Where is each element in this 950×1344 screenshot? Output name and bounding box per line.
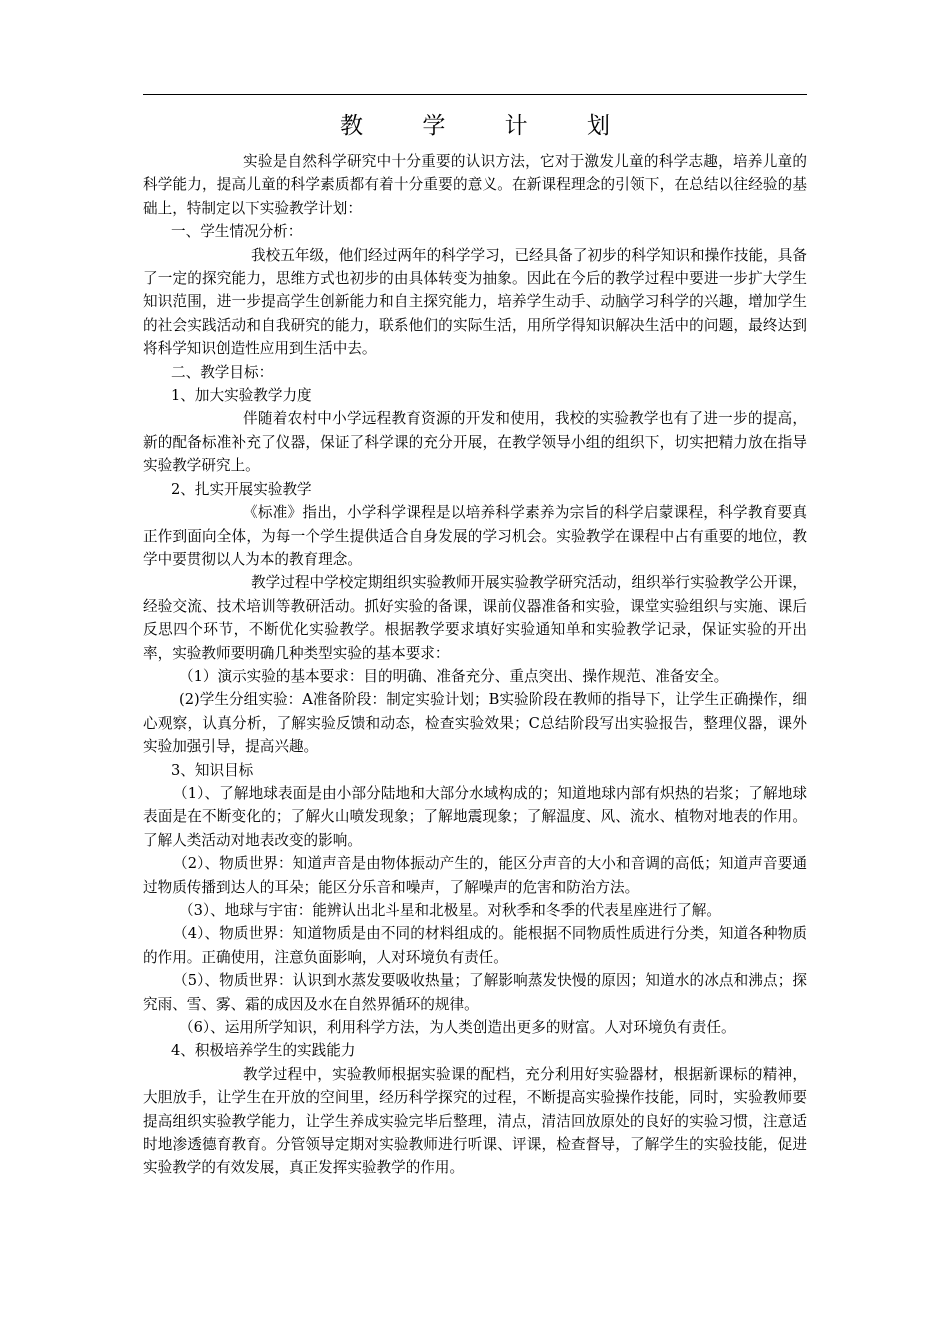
paragraph: 1、加大实验教学力度 bbox=[171, 387, 312, 405]
paragraph: （1）演示实验的基本要求：目的明确、准备充分、重点突出、操作规范、准备安全。 bbox=[179, 667, 729, 685]
document-title: 教 学 计 划 bbox=[340, 113, 636, 139]
paragraph: 4、积极培养学生的实践能力 bbox=[171, 1042, 356, 1060]
paragraph: 我校五年级，他们经过两年的科学学习，已经具备了初步的科学知识和操作技能，具备了一定的探究能力，思维方式也初步的由具体转变为抽象。因此在今后的教学过程中要进一步扩大学生知识范围，进一步提高学生创新能力和自主探究能力，培养学生动手、动脑学习科学的兴趣，增加学生的社会实践活动和自我研究的能力，联系他们的实际生活，用所学得知识解决生活中的问题，最终达到将科学知识创造性应用到生活中去。 bbox=[143, 246, 807, 358]
paragraph: （2）、物质世界：知道声音是由物体振动产生的，能区分声音的大小和音调的高低；知道声音要通过物质传播到达人的耳朵；能区分乐音和噪声，了解噪声的危害和防治方法。 bbox=[143, 855, 807, 896]
paragraph: 教学过程中学校定期组织实验教师开展实验教学研究活动，组织举行实验教学公开课，经验交流、技术培训等教研活动。抓好实验的备课，课前仪器准备和实验，课堂实验组织与实施、课后反思四个环节，不断优化实验教学。根据教学要求填好实验通知单和实验教学记录，保证实验的开出率，实验教师要明确几种类型实验的基本要求： bbox=[143, 574, 807, 662]
paragraph: （4）、物质世界：知道物质是由不同的材料组成的。能根据不同物质性质进行分类，知道各种物质的作用。正确使用，注意负面影响，人对环境负有责任。 bbox=[143, 925, 807, 966]
paragraph: （3）、地球与宇宙：能辨认出北斗星和北极星。对秋季和冬季的代表星座进行了解。 bbox=[179, 902, 721, 919]
paragraph: 伴随着农村中小学远程教育资源的开发和使用，我校的实验教学也有了进一步的提高，新的配备标准补充了仪器，保证了科学课的充分开展，在教学领导小组的组织下，切实把精力放在指导实验教学研究上。 bbox=[143, 410, 807, 475]
paragraph: (2)学生分组实验：A准备阶段：制定实验计划；B实验阶段在教师的指导下，让学生正确操作，细心观察，认真分析，了解实验反馈和动态，检查实验效果；C总结阶段写出实验报告，整理仪器，课外实验加强引导，提高兴趣。 bbox=[143, 691, 807, 756]
paragraph: 二、教学目标： bbox=[171, 363, 274, 381]
paragraph: 教学过程中，实验教师根据实验课的配档，充分利用好实验器材，根据新课标的精神，大胆放手，让学生在开放的空间里，经历科学探究的过程，不断提高实验操作技能，同时，实验教师要提高组织实验教学能力，让学生养成实验完毕后整理，清点，清洁回放原处的良好的实验习惯，注意适时地渗透德育教育。分管领导定期对实验教师进行听课、评课，检查督导，了解学生的实验技能，促进实验教学的有效发展，真正发挥实验教学的作用。 bbox=[143, 1065, 807, 1177]
paragraph: （6）、运用所学知识，利用科学方法，为人类创造出更多的财富。人对环境负有责任。 bbox=[179, 1019, 736, 1037]
paragraph: （5）、物质世界：认识到水蒸发要吸收热量；了解影响蒸发快慢的原因；知道水的冰点和沸点；探究雨、雪、雾、霜的成因及水在自然界循环的规律。 bbox=[143, 972, 807, 1013]
paragraph: 3、知识目标 bbox=[171, 761, 254, 779]
header-rule bbox=[143, 94, 807, 95]
paragraph: 《标准》指出，小学科学课程是以培养科学素养为宗旨的科学启蒙课程，科学教育要真正作到面向全体，为每一个学生提供适合自身发展的学习机会。实验教学在课程中占有重要的地位，教学中要贯彻以人为本的教育理念。 bbox=[143, 504, 807, 568]
paragraph: 实验是自然科学研究中十分重要的认识方法，它对于激发儿童的科学志趣，培养儿童的科学能力，提高儿童的科学素质都有着十分重要的意义。在新课程理念的引领下，在总结以往经验的基础上，特制定以下实验教学计划： bbox=[143, 153, 807, 217]
document-body bbox=[143, 150, 807, 1180]
paragraph: 一、学生情况分析： bbox=[171, 223, 303, 241]
paragraph: （1）、了解地球表面是由小部分陆地和大部分水域构成的；知道地球内部有炽热的岩浆；了解地球表面是在不断变化的；了解火山喷发现象；了解地震现象；了解温度、风、流水、植物对地表的作用。了解人类活动对地表改变的影响。 bbox=[143, 784, 807, 849]
paragraph: 2、扎实开展实验教学 bbox=[171, 480, 312, 498]
